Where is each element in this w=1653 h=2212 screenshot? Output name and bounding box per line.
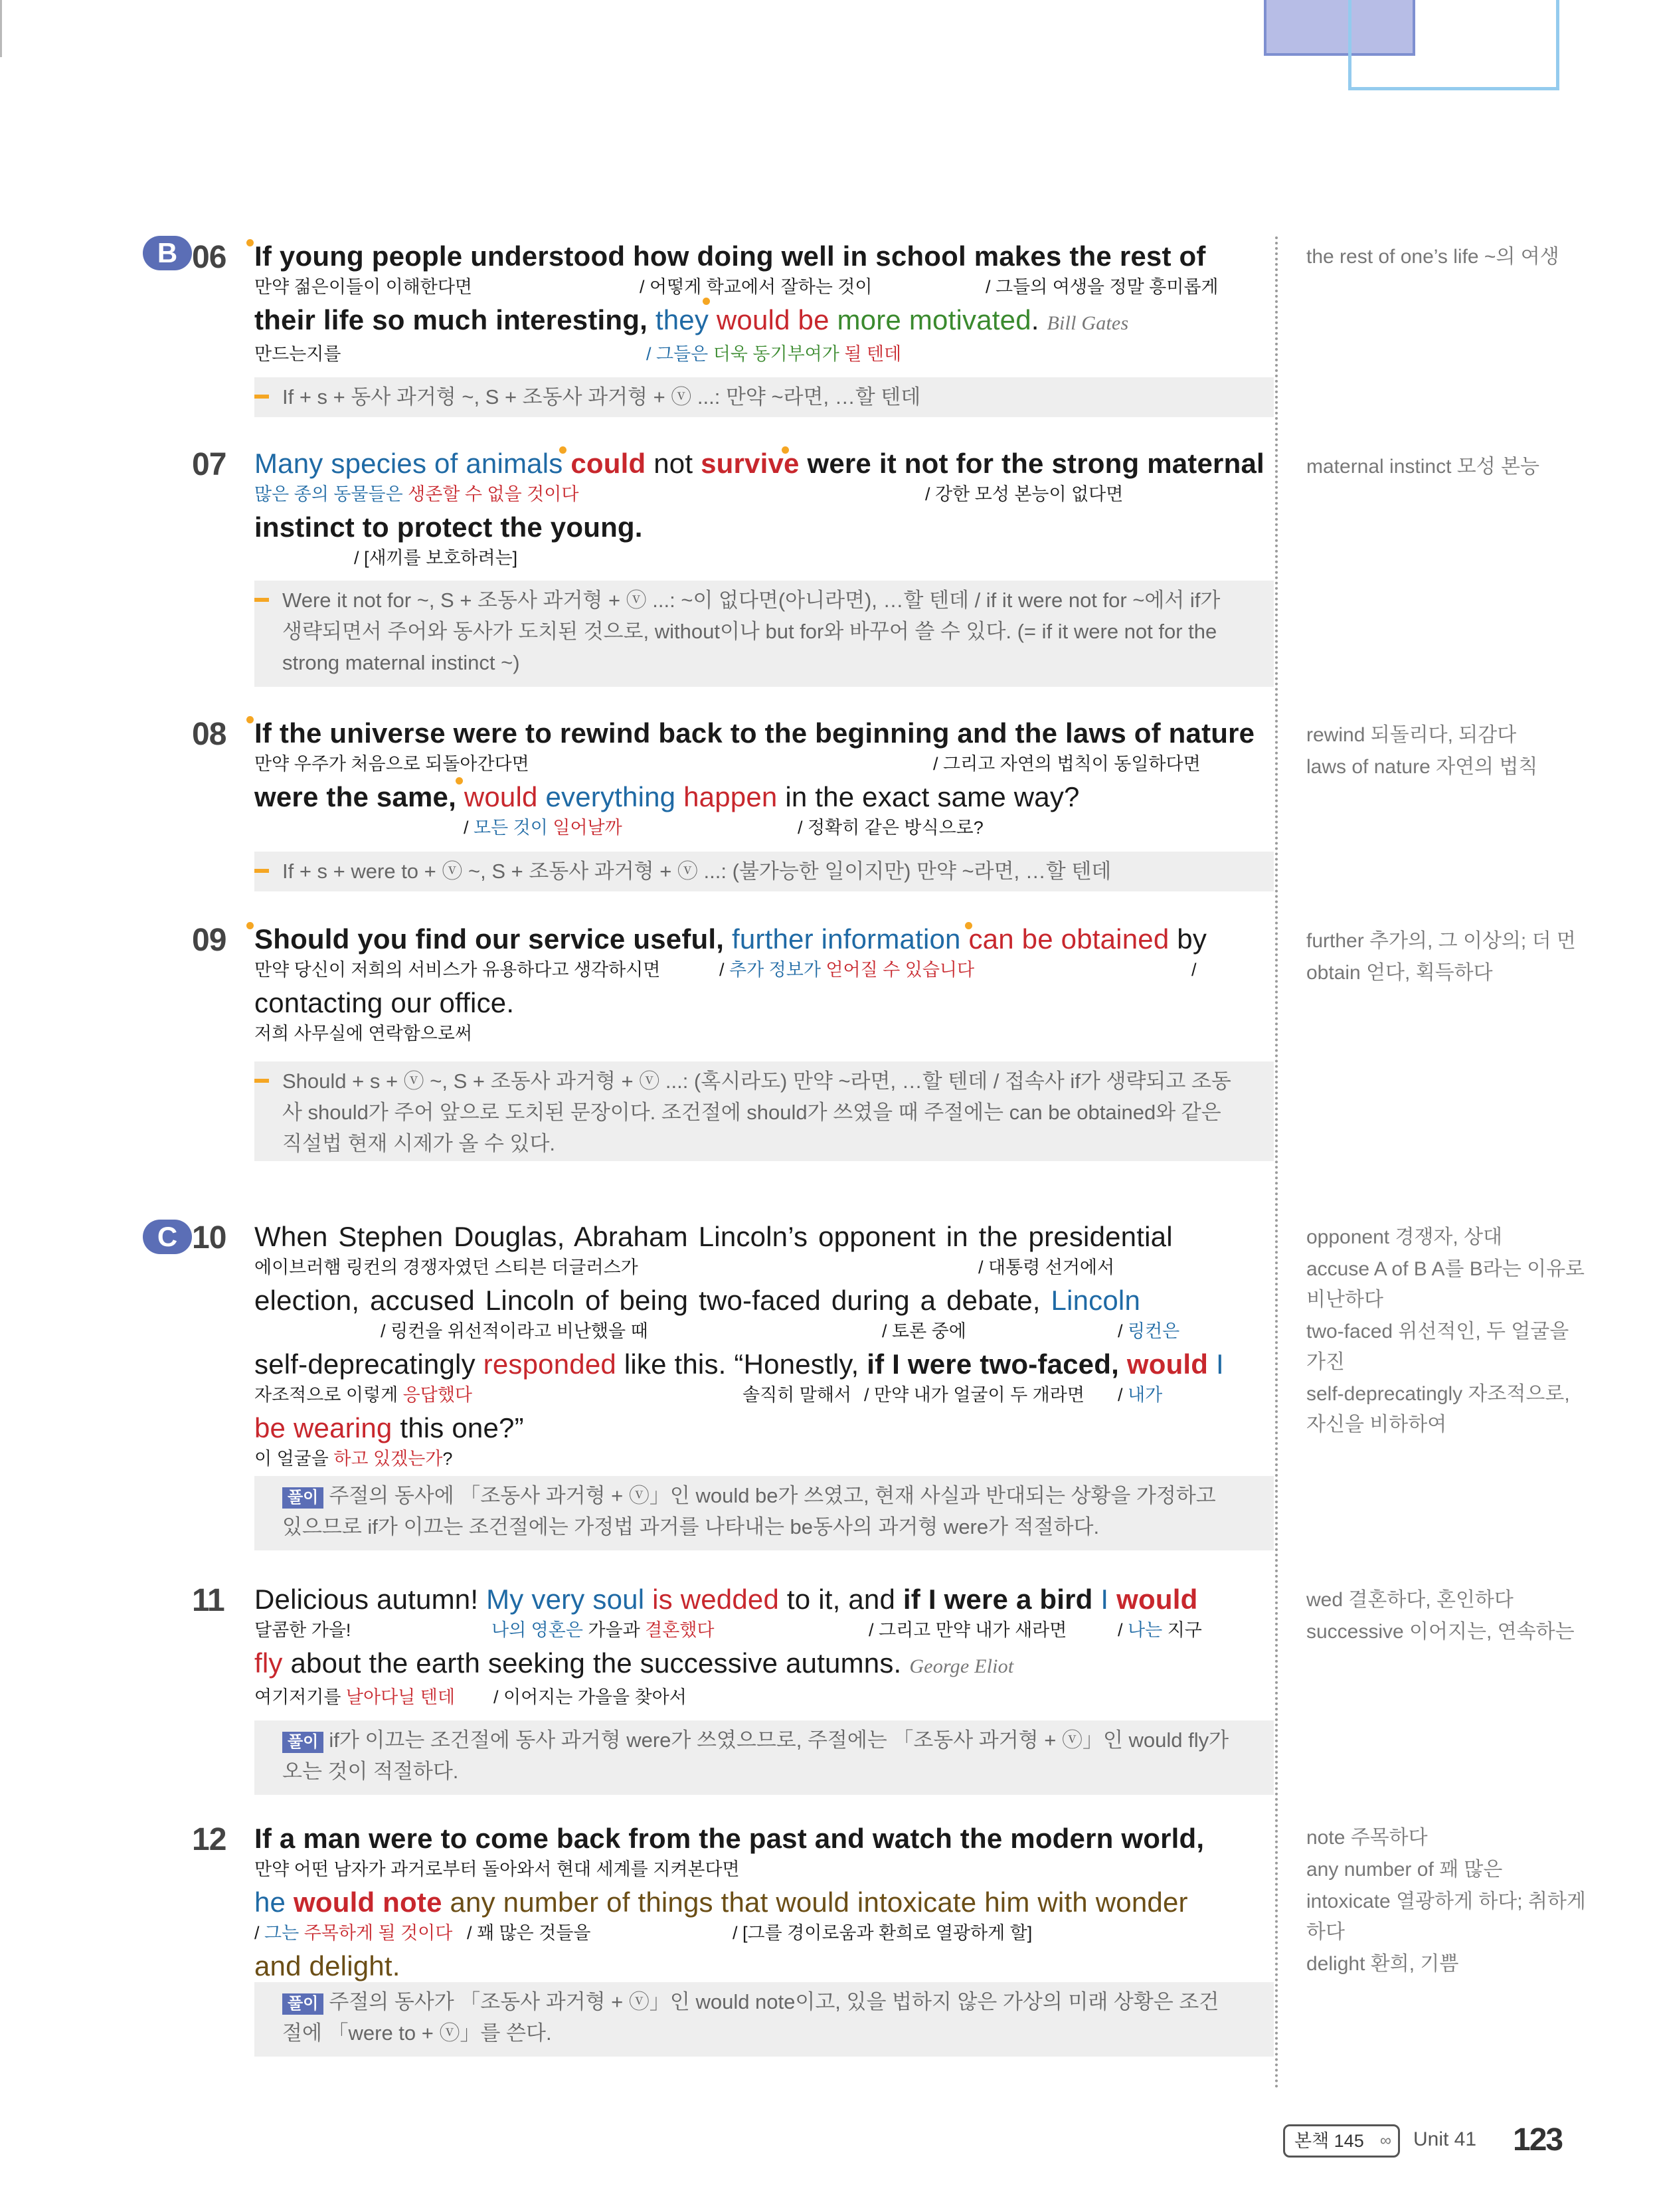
translation-line	[254, 1684, 1259, 1710]
note-text: If + s + were to + ⓥ ~, S + 조동사 과거형 + ⓥ ...: (불가능한 일이지만) 만약 ~라면, …할 텐데	[282, 860, 1112, 883]
gloss-entry: rewind 되돌리다, 되감다	[1306, 724, 1517, 746]
phrase: election, accused Lincoln of being two-faced during a debate,	[254, 1285, 1051, 1316]
gloss-chunk: / 그리고 만약 내가 새라면	[869, 1620, 1067, 1640]
gloss-entry: successive 이어지는, 연속하는	[1306, 1621, 1575, 1643]
explanation-tag: 풀이	[282, 1487, 323, 1509]
gloss-chunk: 자조적으로 이렇게	[254, 1385, 403, 1405]
subject: I	[1216, 1348, 1224, 1380]
glossary-07	[1306, 452, 1592, 484]
explanation-note	[254, 1476, 1274, 1550]
sentence-line	[254, 239, 1259, 274]
gloss-verb: 생존할 수	[408, 484, 487, 504]
note-text: 주절의 동사가 「조동사 과거형 + ⓥ」인 would note이고, 있을 법하지 않은 가상의 미래 상황은 조건절에 「were to + ⓥ」를 쓴다.	[282, 1990, 1219, 2045]
translation-line	[254, 814, 1259, 841]
gloss-chunk: / 그리고 자연의 법칙이 동일하다면	[933, 754, 1201, 774]
corner-decoration-blue	[1348, 0, 1559, 90]
glossary-12	[1306, 1823, 1592, 1981]
translation-line	[254, 274, 1259, 300]
note-text: If + s + 동사 과거형 ~, S + 조동사 과거형 + ⓥ ...: 만약 ~라면, …할 텐데	[282, 385, 921, 409]
phrase: their life so much interesting,	[254, 304, 655, 335]
gloss-slash: /	[1118, 1385, 1128, 1405]
gloss-subject: 많은 종의 동물들은	[254, 484, 408, 504]
gloss-chunk: 만드는지를	[254, 344, 341, 364]
translation-line	[254, 341, 1259, 367]
gloss-chunk: / 링컨을 위선적이라고 비난했을 때	[381, 1321, 648, 1341]
verb: can be obtained	[968, 923, 1177, 955]
explanation-note	[254, 1720, 1274, 1795]
gloss-chunk: 솔직히 말해서	[742, 1385, 851, 1405]
item-number: 08	[192, 717, 226, 752]
item-number: 09	[192, 923, 226, 958]
subject: everything	[545, 781, 684, 812]
subject: My very soul	[486, 1584, 653, 1615]
gloss-chunk: 가을과	[588, 1620, 646, 1640]
glossary-06	[1306, 242, 1592, 274]
period: .	[1031, 304, 1039, 335]
item-number: 10	[192, 1220, 226, 1255]
gloss-chunk: / 그들의 여생을 정말 흥미롭게	[986, 277, 1219, 297]
gloss-entry: accuse A of B A를 B라는 이유로 비난하다	[1306, 1258, 1585, 1311]
gloss-chunk: / 이어지는 가을을 찾아서	[493, 1687, 687, 1707]
sentence-line	[254, 1646, 1259, 1684]
verb: fly	[254, 1647, 291, 1679]
translation-line	[254, 545, 1259, 571]
phrase: If the universe were to rewind back to the beginning and the laws of nature	[254, 717, 1255, 749]
glossary-11	[1306, 1585, 1592, 1649]
translation-line	[254, 957, 1259, 983]
gloss-verb: 응답했다	[402, 1385, 472, 1405]
subject: further information	[731, 923, 969, 955]
glossary-09	[1306, 926, 1592, 990]
gloss-subject: 내가	[1128, 1385, 1163, 1405]
sentence-line	[254, 1283, 1259, 1318]
sentence-line	[254, 986, 1259, 1020]
sentence-line	[254, 1347, 1259, 1382]
sentence-line	[254, 780, 1259, 814]
sentence-line	[254, 303, 1259, 341]
gloss-verb: 주목하게 될 것이다	[304, 1923, 453, 1943]
gloss-entry: maternal instinct 모성 본능	[1306, 456, 1540, 478]
sentence-line	[254, 1582, 1259, 1617]
sentence-line	[254, 446, 1264, 481]
gloss-verb: 일어날까	[553, 818, 622, 838]
quote-author: Bill Gates	[1047, 312, 1129, 334]
section-badge-c: C	[143, 1220, 192, 1254]
grammar-note	[254, 377, 1274, 417]
sentence-line	[254, 1411, 1259, 1445]
gloss-entry: any number of 꽤 많은	[1306, 1859, 1503, 1881]
gloss-chunk: /	[1191, 960, 1197, 980]
gloss-entry: intoxicate 열광하게 하다; 취하게 하다	[1306, 1890, 1586, 1943]
subject: I	[1100, 1584, 1117, 1615]
gloss-chunk: / 강한 모성 본능이 없다면	[925, 484, 1124, 504]
note-marker	[254, 1079, 269, 1083]
gloss-chunk: 저희 사무실에 연락함으로써	[254, 1024, 472, 1044]
gloss-chunk: / 만약 내가 얼굴이 두 개라면	[864, 1385, 1085, 1405]
quote-author: George Eliot	[909, 1655, 1014, 1677]
phrase: not	[653, 448, 701, 479]
glossary-10	[1306, 1222, 1592, 1441]
grammar-note	[254, 852, 1274, 891]
gloss-verb: 얻어질 수 있습니다	[826, 960, 975, 980]
note-text: Were it not for ~, S + 조동사 과거형 + ⓥ ...: ~이 없다면(아니라면), …할 텐데 / if it were not for ~에서 if가 생략되면서 주어와 동사가 도치된 것으로, without이나 but for와 바꾸어 쓸 수 있다. (= if it were not for the strong maternal instinct ~)	[282, 589, 1221, 674]
gloss-chunk: 여기저기를	[254, 1687, 346, 1707]
phrase: instinct to protect the young.	[254, 511, 643, 543]
sentence-line	[254, 1220, 1259, 1254]
verb: could	[570, 448, 654, 479]
gloss-slash: /	[1118, 1620, 1128, 1640]
phrase: this one?”	[400, 1412, 524, 1443]
gloss-entry: obtain 얻다, 획득하다	[1306, 962, 1493, 984]
translation-line	[254, 751, 1259, 777]
section-badge-b: B	[143, 236, 192, 270]
gloss-chunk: ?	[442, 1449, 453, 1469]
gloss-complement: 더욱 동기부여가	[713, 344, 845, 364]
note-text: Should + s + ⓥ ~, S + 조동사 과거형 + ⓥ ...: (혹시라도) 만약 ~라면, …할 텐데 / 접속사 if가 생략되고 조동사 should가 주어 앞으로 도치된 문장이다. 조건절에 should가 쓰였을 때 주절에는 can be obtained와 같은 직설법 현재 시제가 올 수 있다.	[282, 1069, 1231, 1155]
gloss-verb: 날아다닐 텐데	[345, 1687, 455, 1707]
gloss-subject: 나의 영혼은	[491, 1620, 588, 1640]
object: any number of things that would intoxicate him with wonder	[450, 1887, 1188, 1918]
gloss-slash: /	[254, 1923, 265, 1943]
grammar-note	[254, 581, 1274, 687]
gloss-chunk: 만약 젊은이들이 이해한다면	[254, 277, 472, 297]
grammar-note	[254, 1061, 1274, 1161]
verb: happen	[683, 781, 786, 812]
translation-line	[254, 1382, 1259, 1408]
if-clause: if I were a bird	[903, 1584, 1101, 1615]
phrase: about the earth seeking the successive autumns.	[290, 1647, 902, 1679]
item-number: 11	[192, 1583, 224, 1618]
note-marker	[254, 869, 269, 873]
sentence-line	[254, 716, 1259, 751]
translation-line	[254, 1920, 1259, 1946]
gloss-slash: /	[1118, 1321, 1128, 1341]
gloss-subject: / 그들은	[646, 344, 713, 364]
gloss-subject: 나는	[1128, 1620, 1168, 1640]
subject: Many species of animals	[254, 448, 571, 479]
page-number: 123	[1513, 2122, 1563, 2158]
phrase: contacting our office.	[254, 987, 515, 1018]
reference-label: 본책 145	[1294, 2131, 1364, 2151]
gloss-chunk: 에이브러햄 링컨의 경쟁자였던 스티븐 더글러스가	[254, 1257, 638, 1277]
gloss-verb: 없을 것이다	[487, 484, 579, 504]
gloss-slash: /	[719, 960, 730, 980]
gloss-entry: further 추가의, 그 이상의; 더 먼	[1306, 930, 1576, 952]
phrase: in the exact same way?	[785, 781, 1080, 812]
gloss-chunk: / 대통령 선거에서	[978, 1257, 1115, 1277]
sentence-line	[254, 1885, 1259, 1920]
gloss-chunk: / [그를 경이로움과 환희로 열광하게 할]	[733, 1923, 1033, 1943]
verb: would	[464, 781, 546, 812]
phrase: If a man were to come back from the past and watch the modern world,	[254, 1823, 1205, 1854]
sentence-line	[254, 1949, 1259, 1983]
gloss-entry: the rest of one’s life ~의 여생	[1306, 246, 1559, 268]
phrase: by	[1177, 923, 1207, 955]
phrase: Delicious autumn!	[254, 1584, 487, 1615]
translation-line	[254, 481, 1259, 507]
sentence-line	[254, 1821, 1259, 1856]
item-number: 12	[192, 1822, 226, 1857]
translation-line	[254, 1254, 1259, 1281]
translation-line	[254, 1856, 1259, 1883]
stress-dot	[246, 716, 254, 723]
gloss-verb: 될 텐데	[844, 344, 902, 364]
gloss-entry: note 주목하다	[1306, 1827, 1428, 1849]
gloss-entry: wed 결혼하다, 혼인하다	[1306, 1589, 1514, 1611]
if-clause: if I were two-faced,	[867, 1348, 1127, 1380]
verb: would note	[294, 1887, 450, 1918]
item-number: 07	[192, 447, 226, 482]
gloss-entry: self-deprecatingly 자조적으로, 자신을 비하하여	[1306, 1383, 1570, 1435]
gloss-chunk: / 어떻게 학교에서 잘하는 것이	[640, 277, 873, 297]
verb: would	[1116, 1584, 1198, 1615]
phrase: When Stephen Douglas, Abraham Lincoln’s opponent in the presidential	[254, 1221, 1173, 1252]
phrase: self-deprecatingly	[254, 1348, 483, 1380]
subject: Lincoln	[1051, 1285, 1141, 1316]
phrase: If young people understood how doing well in school makes the rest of	[254, 240, 1206, 272]
gloss-chunk: 만약 우주가 처음으로 되돌아간다면	[254, 754, 529, 774]
gloss-chunk: 달콤한 가을!	[254, 1620, 351, 1640]
phrase: were it not for the strong maternal	[807, 448, 1264, 479]
stress-dot	[246, 239, 254, 246]
gloss-subject: 모든 것이	[474, 818, 553, 838]
explanation-note	[254, 1982, 1274, 2057]
sentence-line	[254, 510, 1259, 545]
translation-line	[254, 1445, 1259, 1472]
gloss-chunk: / [새끼를 보호하려는]	[354, 548, 518, 568]
glossary-08	[1306, 720, 1592, 784]
gloss-verb: 결혼했다	[645, 1620, 715, 1640]
verb: survive	[701, 448, 808, 479]
gloss-chunk: / 정확히 같은 방식으로?	[798, 818, 984, 838]
gloss-chunk: 만약 어떤 남자가 과거로부터 돌아와서 현대 세계를 지켜본다면	[254, 1859, 740, 1879]
gloss-entry: opponent 경쟁자, 상대	[1306, 1226, 1503, 1248]
gloss-chunk: / 토론 중에	[882, 1321, 966, 1341]
verb: be wearing	[254, 1412, 400, 1443]
sentence-line	[254, 922, 1259, 957]
unit-label: Unit 41	[1413, 2128, 1477, 2150]
note-marker	[254, 598, 269, 602]
translation-line	[254, 1020, 1259, 1047]
subject: he	[254, 1887, 294, 1918]
verb: responded	[483, 1348, 624, 1380]
subject: they	[655, 304, 717, 335]
phrase: like this. “Honestly,	[624, 1348, 867, 1380]
gloss-chunk: 지구	[1167, 1620, 1202, 1640]
gloss-subject: 링컨은	[1128, 1321, 1180, 1341]
phrase: were the same,	[254, 781, 464, 812]
gloss-slash: /	[464, 818, 474, 838]
gloss-subject: 추가 정보가	[729, 960, 826, 980]
note-text: 주절의 동사에 「조동사 과거형 + ⓥ」인 would be가 쓰였고, 현재 사실과 반대되는 상황을 가정하고 있으므로 if가 이끄는 조건절에는 가정법 과거를 나타내는 be동사의 과거형 were가 적절하다.	[282, 1484, 1216, 1538]
explanation-tag: 풀이	[282, 1993, 323, 2015]
gloss-chunk: / 꽤 많은 것들을	[467, 1923, 591, 1943]
link-icon: ∞	[1379, 2132, 1391, 2150]
item-number: 06	[192, 240, 226, 275]
phrase: to it, and	[786, 1584, 903, 1615]
complement: more motivated	[837, 304, 1031, 335]
translation-line	[254, 1318, 1259, 1344]
translation-line	[254, 1617, 1259, 1643]
stress-dot	[246, 922, 254, 929]
note-marker	[254, 395, 269, 399]
gloss-verb: 하고 있겠는가	[333, 1449, 443, 1469]
note-text: if가 이끄는 조건절에 동사 과거형 were가 쓰였으므로, 주절에는 「조동사 과거형 + ⓥ」인 would fly가 오는 것이 적절하다.	[282, 1728, 1229, 1783]
column-divider	[1275, 236, 1278, 2090]
verb: is wedded	[652, 1584, 787, 1615]
gloss-entry: two-faced 위선적인, 두 얼굴을 가진	[1306, 1321, 1569, 1373]
gloss-subject: 그는	[264, 1923, 304, 1943]
gloss-chunk: 만약 당신이 저희의 서비스가 유용하다고 생각하시면	[254, 960, 661, 980]
verb: would	[1126, 1348, 1217, 1380]
object: and delight.	[254, 1950, 400, 1982]
verb: would be	[716, 304, 837, 335]
gloss-chunk: 이 얼굴을	[254, 1449, 334, 1469]
page-edge-mark	[0, 0, 2, 57]
phrase: Should you find our service useful,	[254, 923, 732, 955]
explanation-tag: 풀이	[282, 1732, 323, 1753]
gloss-entry: delight 환희, 기쁨	[1306, 1953, 1459, 1975]
textbook-reference	[1283, 2124, 1400, 2158]
gloss-entry: laws of nature 자연의 법칙	[1306, 756, 1538, 778]
